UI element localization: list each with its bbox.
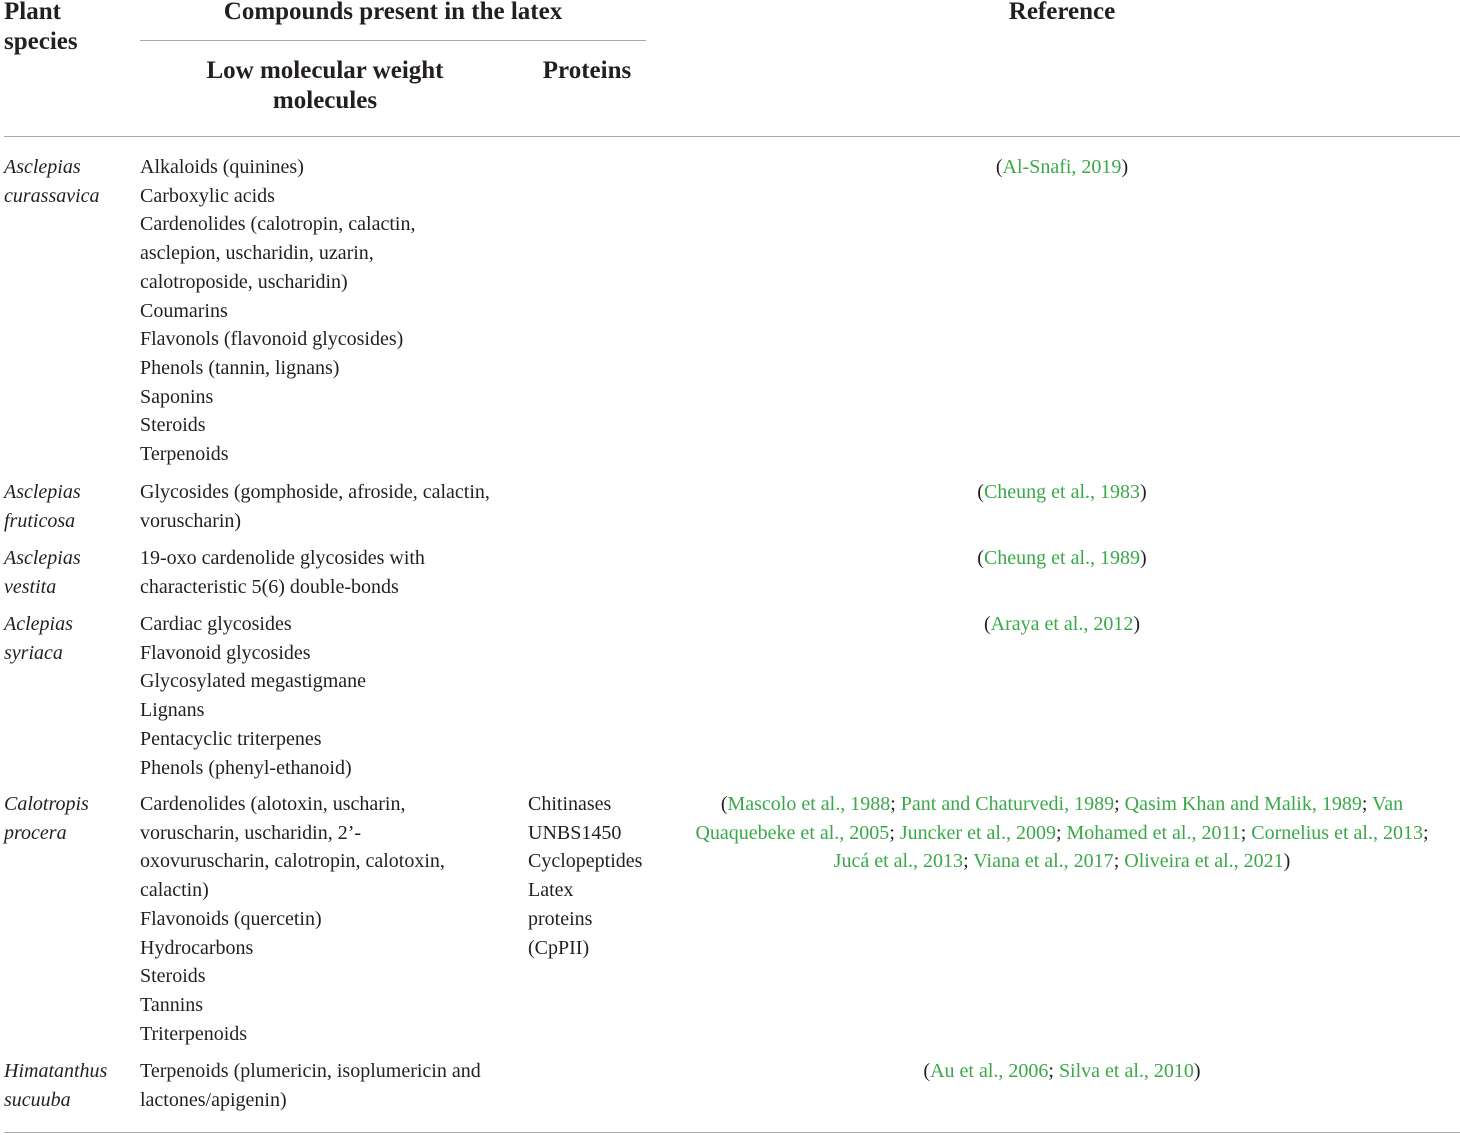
header-compounds: Compounds present in the latex (223, 0, 563, 25)
citation-link[interactable]: Oliveira et al., 2021 (1124, 850, 1284, 873)
citation-link[interactable]: Cornelius et al., 2013 (1251, 821, 1423, 844)
header-proteins: Proteins (542, 57, 632, 84)
species-cell: Himatanthus sucuuba (4, 1060, 108, 1111)
low-mw-cell: Cardiac glycosides Flavonoid glycosides Glycosylated megastigmane Lignans Pentacyclic triterpenes Phenols (phenyl-ethanoid) (140, 613, 367, 779)
citation-link[interactable]: Jucá et al., 2013 (833, 850, 964, 873)
reference-cell: (Mascolo et al., 1988; Pant and Chaturvedi, 1989; Qasim Khan and Malik, 1989; Van Quaquebeke et al., 2005; Juncker et al., 2009; Mohamed et al., 2011; Cornelius et al., 2013; Jucá et al., 2013; Viana et al., 2017; Oliveira et al., 2021) (695, 793, 1429, 873)
reference-cell: (Araya et al., 2012) (983, 613, 1141, 635)
header-rule (4, 136, 1460, 137)
citation-link[interactable]: Cheung et al., 1989 (983, 547, 1141, 569)
reference-cell: (Cheung et al., 1983) (977, 481, 1147, 503)
species-cell: Calotropis procera (4, 793, 89, 844)
citation-link[interactable]: Au et al., 2006 (930, 1060, 1049, 1082)
header-reference: Reference (1008, 0, 1116, 25)
citation-link[interactable]: Al-Snafi, 2019 (1002, 156, 1122, 178)
header-subrule (140, 40, 646, 41)
citation-link[interactable]: Cheung et al., 1983 (983, 481, 1141, 503)
low-mw-cell: Alkaloids (quinines) Carboxylic acids Cardenolides (calotropin, calactin, asclepion, uscharidin, uzarin, calotroposide, uscharidin) Coumarins Flavonols (flavonoid glycosides) Phenols (tannin, lignans) Saponins Steroids Terpenoids (140, 156, 416, 466)
low-mw-cell: Terpenoids (plumericin, isoplumericin and lactones/apigenin) (140, 1060, 481, 1111)
reference-cell: (Cheung et al., 1989) (977, 547, 1147, 569)
low-mw-cell: Cardenolides (alotoxin, uscharin, voruscharin, uscharidin, 2’- oxovuruscharin, calotropin, calotoxin, calactin) Flavonoids (quercetin) Hydrocarbons Steroids Tannins Triterpenoids (140, 793, 445, 1045)
reference-cell: (Al-Snafi, 2019) (995, 156, 1129, 178)
low-mw-cell: 19-oxo cardenolide glycosides with characteristic 5(6) double-bonds (140, 547, 425, 598)
species-cell: Asclepias curassavica (4, 156, 100, 207)
species-cell: Aclepias syriaca (4, 613, 73, 664)
species-cell: Asclepias vestita (4, 547, 81, 598)
citation-link[interactable]: Quaquebeke et al., 2005 (695, 821, 890, 844)
species-cell: Asclepias fruticosa (4, 481, 81, 532)
citation-link[interactable]: Juncker et al., 2009 (899, 821, 1056, 844)
citation-link[interactable]: Silva et al., 2010 (1058, 1060, 1194, 1082)
header-low-mw: Low molecular weight molecules (206, 57, 444, 114)
citation-link[interactable]: Pant and Chaturvedi, 1989 (900, 793, 1115, 815)
proteins-cell: Chitinases UNBS1450 Cyclopeptides Latex proteins (CpPII) (528, 793, 643, 959)
citation-link[interactable]: Van (1372, 793, 1404, 815)
header-plant-species: Plant species (4, 0, 78, 55)
citation-link[interactable]: Qasim Khan and Malik, 1989 (1124, 793, 1362, 815)
citation-link[interactable]: Viana et al., 2017 (973, 850, 1114, 873)
citation-link[interactable]: Araya et al., 2012 (990, 613, 1134, 635)
citation-link[interactable]: Mascolo et al., 1988 (727, 793, 891, 815)
table-bottom-rule (4, 1132, 1460, 1133)
low-mw-cell: Glycosides (gomphoside, afroside, calactin, voruscharin) (140, 481, 490, 532)
citation-link[interactable]: Mohamed et al., 2011 (1066, 821, 1241, 844)
reference-cell: (Au et al., 2006; Silva et al., 2010) (923, 1060, 1201, 1082)
